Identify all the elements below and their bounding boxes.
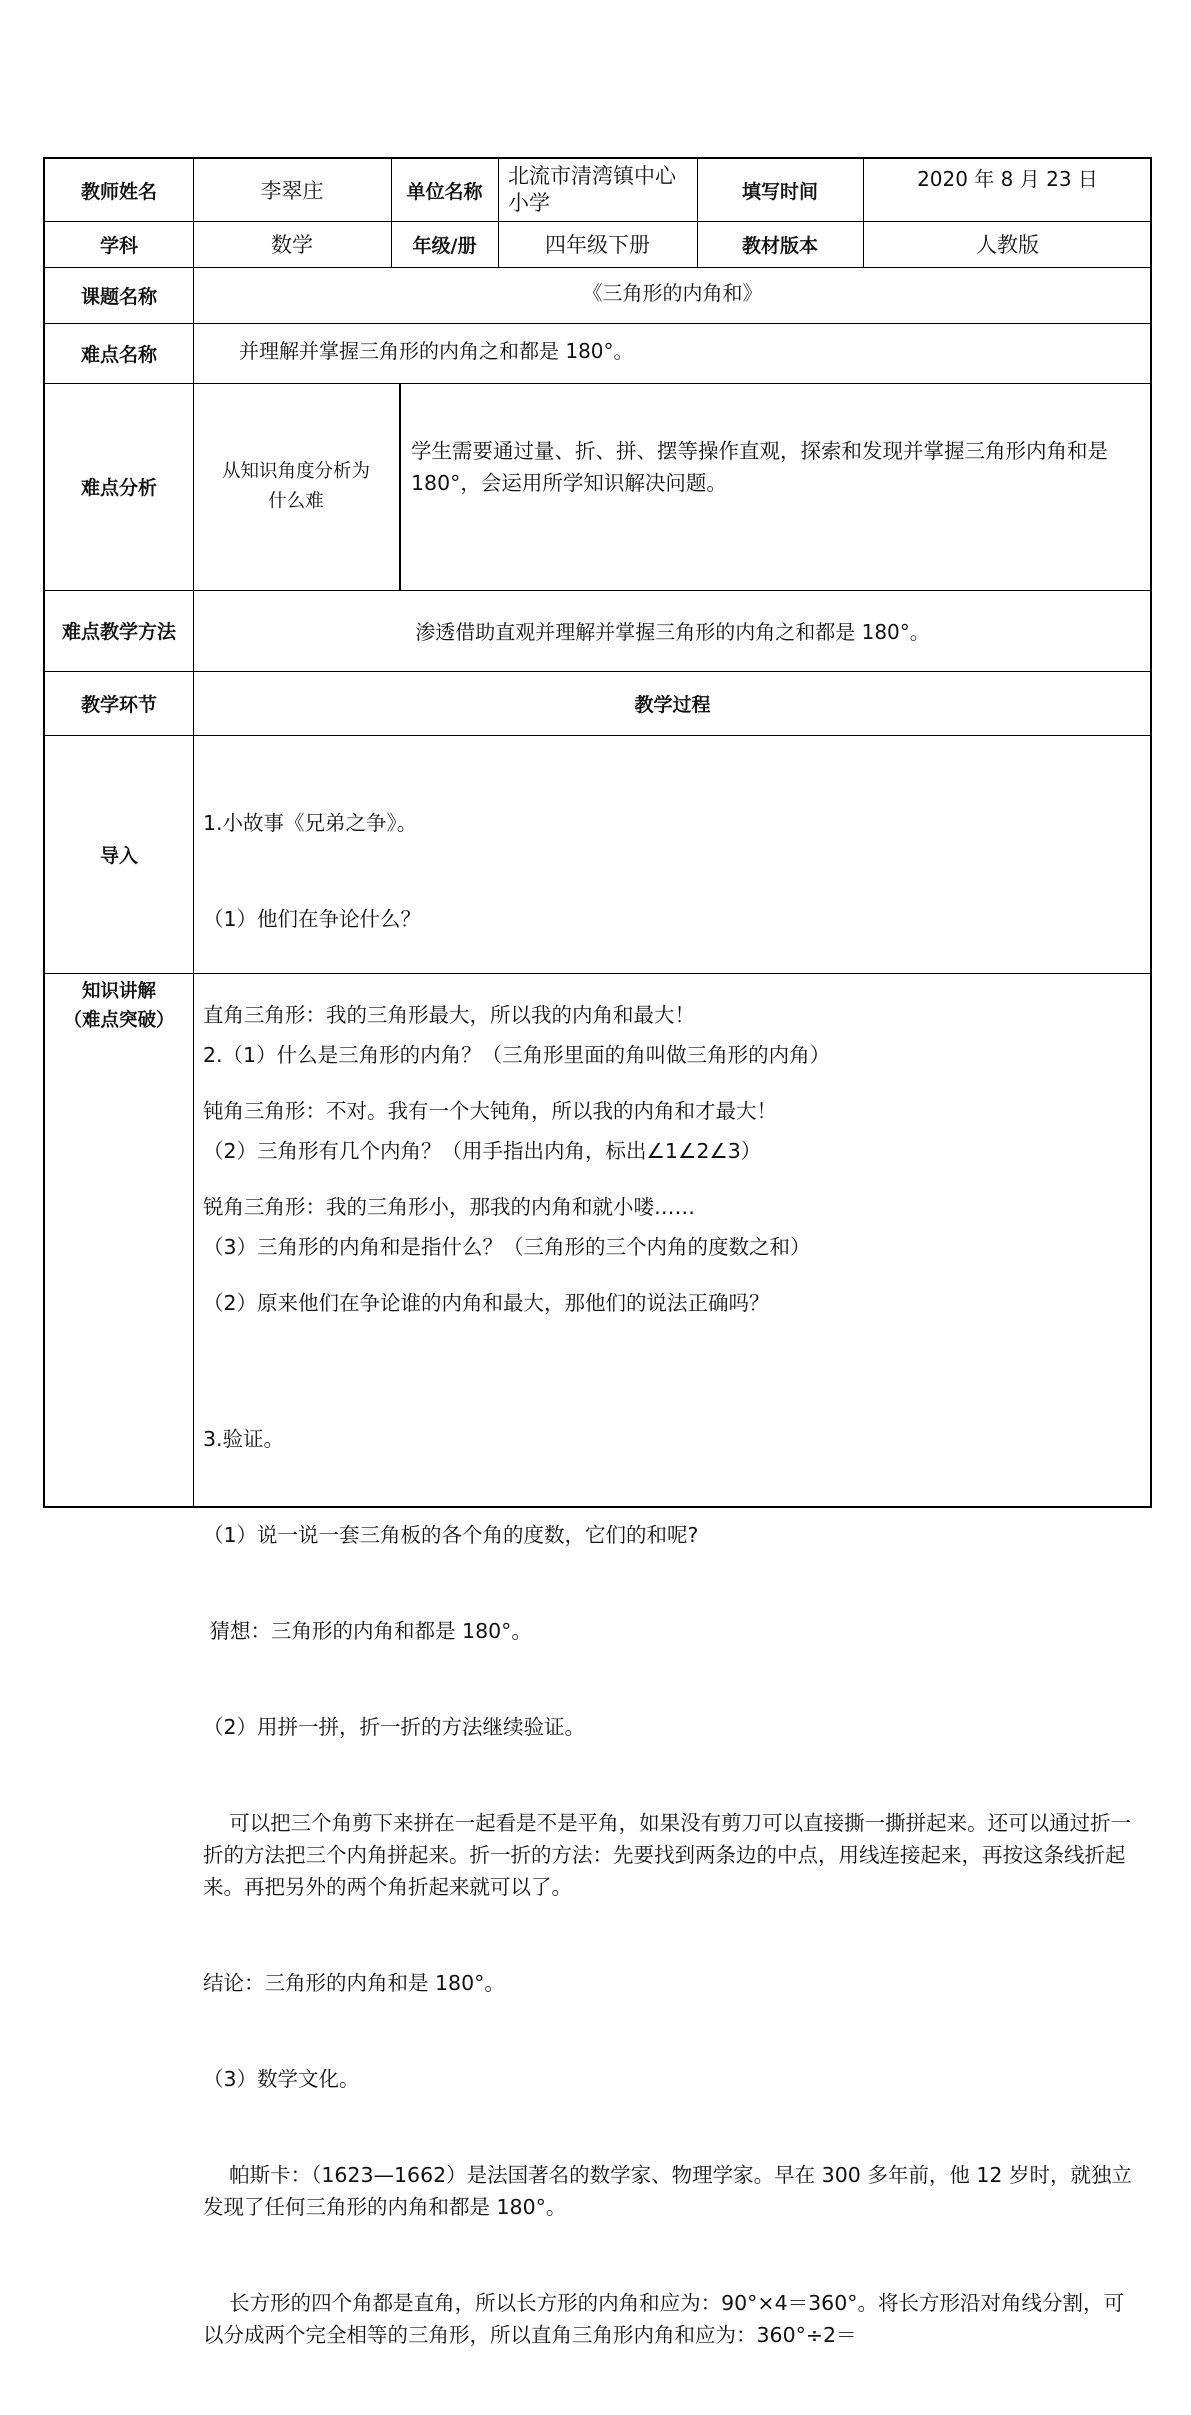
edition-label: 教材版本 (741, 234, 818, 257)
subject-label: 学科 (99, 234, 138, 257)
knowledge-line: （1）说一说一套三角板的各个角的度数，它们的和呢? (203, 1523, 699, 1547)
topic-title: 《三角形的内角和》 (582, 280, 763, 305)
knowledge-blank-line (203, 1327, 1144, 1359)
intro-label: 导入 (99, 844, 138, 867)
intro-line: 直角三角形：我的三角形最大，所以我的内角和最大！ (203, 1003, 695, 1027)
knowledge-line: 猜想：三角形的内角和都是 180°。 (203, 1619, 532, 1643)
grade-label: 年级/册 (412, 234, 477, 257)
knowledge-line: （3）数学文化。 (203, 2067, 360, 2091)
analysis-content: 学生需要通过量、折、拼、摆等操作直观，探索和发现并掌握三角形内角和是 180°，会运用所学知识解决问题。 (411, 439, 1115, 495)
knowledge-label-line2: （难点突破） (63, 1010, 175, 1031)
intro-line: （1）他们在争论什么？ (203, 907, 422, 931)
knowledge-line: （2）用拼一拼，折一折的方法继续验证。 (203, 1715, 586, 1739)
knowledge-paragraph: 可以把三个角剪下来拼在一起看是不是平角，如果没有剪刀可以直接撕一撕拼起来。还可以通过折一折的方法把三个内角拼起来。折一折的方法：先要找到两条边的中点，用线连接起来，再按这条线折起来。再把另外的两个角折起来就可以了。 (203, 1811, 1132, 1899)
analysis-sublabel: 从知识角度分析为什么难 (221, 460, 370, 512)
edition-value: 人教版 (976, 233, 1039, 257)
knowledge-line: （3）三角形的内角和是指什么？（三角形的三个内角的度数之和） (203, 1235, 811, 1259)
unit-name: 北流市清湾镇中心小学 (508, 164, 676, 215)
teacher-name: 李翠庄 (260, 179, 324, 203)
grade-value: 四年级下册 (545, 233, 650, 257)
method-label: 难点教学方法 (61, 621, 176, 643)
date-label: 填写时间 (741, 180, 818, 203)
unit-label: 单位名称 (406, 180, 483, 203)
lesson-plan-table (43, 157, 1152, 2347)
knowledge-line: 2.（1）什么是三角形的内角？（三角形里面的角叫做三角形的内角） (203, 1043, 831, 1067)
knowledge-line: 结论：三角形的内角和是 180°。 (203, 1971, 505, 1995)
subject-value: 数学 (271, 233, 313, 257)
knowledge-paragraph: 帕斯卡：（1623—1662）是法国著名的数学家、物理学家。早在 300 多年前，他 12 岁时，就独立发现了任何三角形的内角和都是 180°。 (203, 2163, 1132, 2219)
intro-line: （2）原来他们在争论谁的内角和最大，那他们的说法正确吗？ (203, 1291, 770, 1315)
knowledge-content (193, 973, 1152, 2347)
process-label: 教学过程 (634, 693, 711, 716)
knowledge-paragraph: 长方形的四个角都是直角，所以长方形的内角和应为：90°×4＝360°。将长方形沿对角线分割，可以分成两个完全相等的三角形，所以直角三角形内角和应为：360°÷2＝ (203, 2291, 1125, 2347)
stage-label: 教学环节 (80, 693, 157, 716)
fill-date: 2020 年 8 月 23 日 (917, 167, 1098, 191)
intro-line: 锐角三角形：我的三角形小，那我的内角和就小喽…… (203, 1195, 695, 1219)
topic-label: 课题名称 (80, 285, 157, 308)
analysis-label: 难点分析 (80, 477, 157, 499)
knowledge-line: 3.验证。 (203, 1427, 285, 1451)
intro-line: 钝角三角形：不对。我有一个大钝角，所以我的内角和才最大！ (203, 1099, 777, 1123)
knowledge-label-line1: 知识讲解 (81, 981, 156, 1002)
difficulty-text: 并理解并掌握三角形的内角之和都是 180°。 (239, 339, 634, 363)
knowledge-line: （2）三角形有几个内角？（用手指出内角，标出∠1∠2∠3） (203, 1139, 762, 1163)
intro-line: 1.小故事《兄弟之争》。 (203, 811, 418, 835)
knowledge-label (45, 973, 193, 1508)
method-text: 渗透借助直观并理解并掌握三角形的内角之和都是 180°。 (415, 620, 930, 644)
teacher-label: 教师姓名 (80, 180, 157, 203)
difficulty-label: 难点名称 (80, 343, 157, 366)
